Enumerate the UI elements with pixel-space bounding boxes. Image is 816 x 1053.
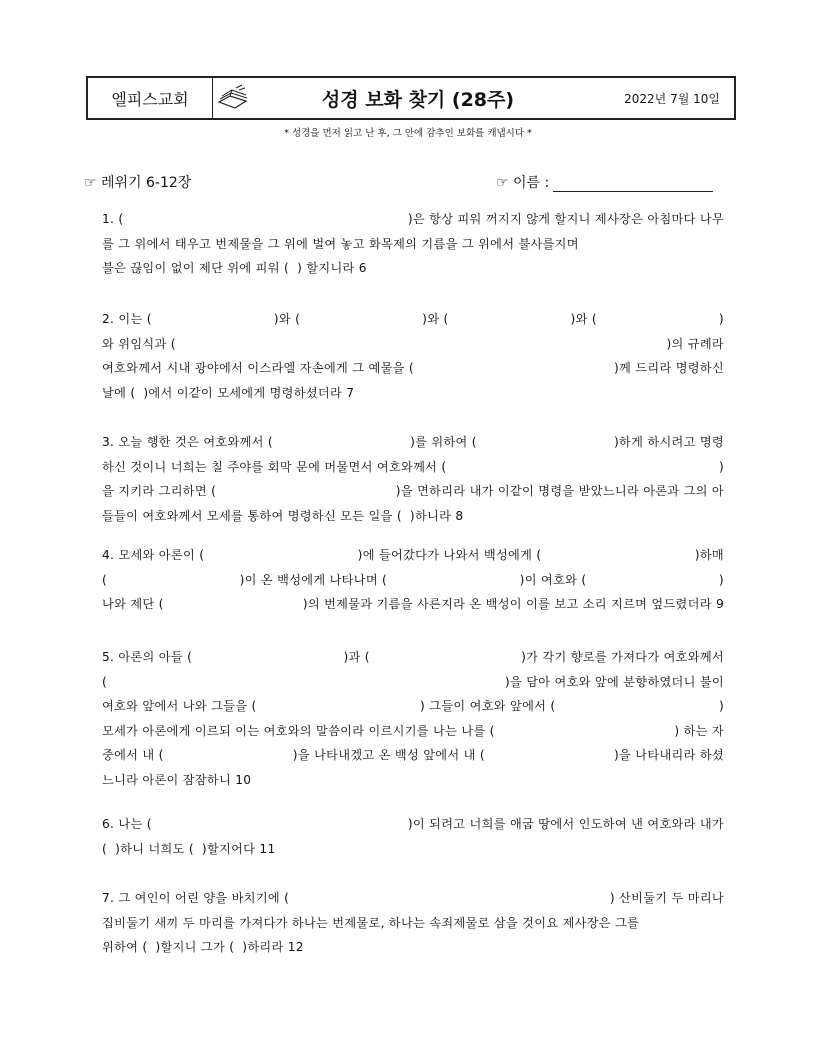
question-text: )에 들어갔다가 나와서 백성에게 ( bbox=[357, 548, 542, 562]
question-text: )을 나타내겠고 온 백성 앞에서 내 ( bbox=[292, 748, 485, 762]
question-text: 3. 오늘 행한 것은 여호와께서 ( bbox=[102, 435, 273, 449]
question-text: )과 ( bbox=[343, 650, 370, 664]
open-book-icon bbox=[216, 84, 250, 112]
question-text: )와 ( bbox=[422, 312, 449, 326]
question-text: ( bbox=[102, 841, 108, 856]
question-text: 집비둘기 새끼 두 마리를 가져다가 하나는 번제물로, 하나는 속죄제물로 삼을 것이요 제사장은 그를 bbox=[102, 915, 640, 930]
question-text: )하게 하시려고 명령 bbox=[614, 435, 724, 449]
question-6 bbox=[102, 812, 724, 861]
question-text: )을 나타내리라 하셨 bbox=[614, 748, 724, 762]
question-text: )에서 이같이 모세에게 명령하셨더라 7 bbox=[143, 385, 355, 400]
question-text: )할지어다 11 bbox=[201, 841, 276, 856]
question-text: 여호와 앞에서 나와 그들을 ( bbox=[102, 699, 257, 713]
question-text: 느니라 아론이 잠잠하니 10 bbox=[102, 772, 252, 787]
question-4 bbox=[102, 543, 724, 617]
date-label: 2022년 7월 10일 bbox=[624, 91, 720, 106]
question-text: 위하여 ( bbox=[102, 940, 148, 954]
question-text: 을 지키라 그리하면 ( bbox=[102, 484, 217, 498]
question-text: 중에서 내 ( bbox=[102, 748, 164, 762]
question-text: 날에 ( bbox=[102, 385, 136, 400]
question-text: ) 산비둘기 두 마리나 bbox=[609, 891, 724, 905]
question-text: 1. ( bbox=[102, 212, 124, 226]
question-text: )하니라 8 bbox=[409, 508, 464, 523]
question-text: )의 규례라 bbox=[666, 336, 724, 351]
question-text: ) 그들이 여호와 앞에서 ( bbox=[420, 699, 556, 713]
question-text: )가 각기 향로를 가져다가 여호와께서 bbox=[521, 650, 724, 664]
question-text: 4. 모세와 아론이 ( bbox=[102, 548, 205, 562]
question-text: )와 ( bbox=[273, 312, 301, 326]
name-blank[interactable] bbox=[553, 176, 713, 192]
question-5 bbox=[102, 645, 724, 792]
question-text: 6. 나는 ( bbox=[102, 817, 152, 831]
question-text: ( bbox=[102, 674, 108, 689]
question-text: )을 담아 여호와 앞에 분향하였더니 불이 bbox=[504, 674, 724, 689]
question-text: ) bbox=[718, 699, 724, 713]
question-text: 를 그 위에서 태우고 번제물을 그 위에 벌여 놓고 화목제의 기름을 그 위에서 불사를지며 bbox=[102, 236, 579, 251]
passage-label: ☞ 레위기 6-12장 bbox=[84, 175, 192, 191]
question-text: )와 ( bbox=[570, 312, 597, 326]
question-text: 하신 것이니 너희는 칠 주야를 회막 문에 머물면서 여호와께서 ( bbox=[102, 459, 447, 474]
name-label: ☞ 이름 : bbox=[496, 175, 550, 191]
question-text: ) bbox=[718, 459, 724, 474]
instruction-text: * 성경을 먼저 읽고 난 후, 그 안에 감추인 보화를 캐냅시다 * bbox=[284, 128, 532, 139]
question-text: 7. 그 여인이 어린 양을 바치기에 ( bbox=[102, 891, 290, 905]
question-7 bbox=[102, 886, 724, 960]
page-title: 성경 보화 찾기 (28주) bbox=[321, 88, 515, 111]
question-text: ) 할지니라 6 bbox=[297, 261, 367, 275]
question-text: )하니 너희도 ( bbox=[115, 841, 194, 856]
question-text: )이 온 백성에게 나타나며 ( bbox=[239, 572, 388, 587]
header-box bbox=[86, 76, 736, 120]
question-1 bbox=[102, 207, 724, 281]
question-text: 들들이 여호와께서 모세를 통하여 명령하신 모든 일을 ( bbox=[102, 508, 402, 523]
question-text: 불은 끊임이 없이 제단 위에 피워 ( bbox=[102, 261, 290, 275]
name-field[interactable] bbox=[496, 172, 713, 192]
question-text: ) bbox=[718, 572, 724, 587]
church-name: 엘피스교회 bbox=[88, 78, 213, 118]
question-text: )을 면하리라 내가 이같이 명령을 받았느니라 아론과 그의 아 bbox=[395, 484, 724, 498]
question-text: )은 항상 피워 꺼지지 않게 할지니 제사장은 아침마다 나무 bbox=[407, 212, 724, 226]
question-text: )하리라 12 bbox=[242, 940, 304, 954]
question-text: )하매 bbox=[694, 548, 724, 562]
question-text: 5. 아론의 아들 ( bbox=[102, 650, 193, 664]
question-text: 여호와께서 시내 광야에서 이스라엘 자손에게 그 예물을 ( bbox=[102, 361, 414, 375]
question-text: )이 여호와 ( bbox=[519, 572, 587, 587]
question-text: ) 하는 자 bbox=[674, 723, 724, 738]
question-text: 나와 제단 ( bbox=[102, 597, 164, 611]
question-text: 2. 이는 ( bbox=[102, 312, 152, 326]
question-text: )할지니 그가 ( bbox=[155, 940, 235, 954]
question-text: 와 위임식과 ( bbox=[102, 336, 176, 351]
question-text: ) bbox=[718, 312, 724, 326]
question-text: )께 드리라 명령하신 bbox=[614, 361, 724, 375]
question-text: )를 위하여 ( bbox=[410, 435, 477, 449]
question-text: ( bbox=[102, 572, 108, 587]
question-3 bbox=[102, 430, 724, 528]
question-text: )의 번제물과 기름을 사른지라 온 백성이 이를 보고 소리 지르며 엎드렸더라 9 bbox=[302, 597, 724, 611]
question-text: )이 되려고 너희를 애굽 땅에서 인도하여 낸 여호와라 내가 bbox=[407, 817, 724, 831]
question-text: 모세가 아론에게 이르되 이는 여호와의 말씀이라 이르시기를 나는 나를 ( bbox=[102, 723, 495, 738]
question-2 bbox=[102, 307, 724, 405]
